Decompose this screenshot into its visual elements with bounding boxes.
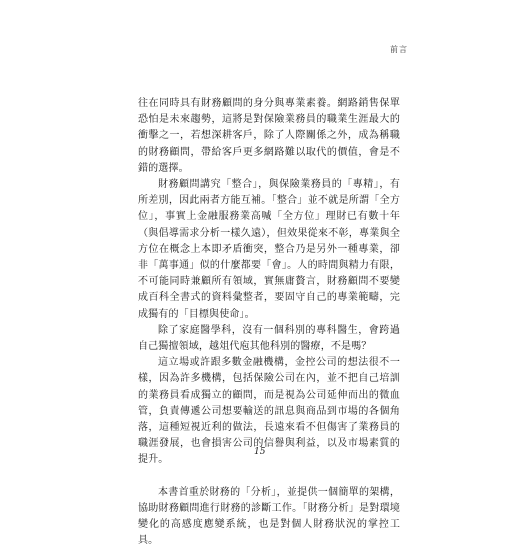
paragraph-3: 除了家庭醫學科，沒有一個科別的專科醫生，會跨過自己獨擅領域，越俎代庖其他科別的醫療，不是嗎？ (138, 324, 400, 353)
page-number: 15 (254, 447, 266, 457)
body-text (138, 96, 400, 549)
paragraph-1: 往在同時具有財務顧問的身分與專業素養。網路銷售保單恐怕是未來趨勢，這將是對保險業務員的職業生涯最大的衝擊之一，若想深耕客戶，除了人際關係之外，成為稱職的財務顧問，帶給客戶更多網路難以取代的價值，會是不錯的選擇。 (138, 98, 400, 174)
paragraph-5: 本書首重於財務的「分析」，並提供一個簡單的架構，協助財務顧問進行財務的診斷工作。「財務分析」是對環境變化的高感度應變系統，也是對個人財務狀況的掌控工具。 (138, 486, 400, 547)
paragraph-4: 這立場或許跟多數金融機構，金控公司的想法很不一樣，因為許多機構，包括保險公司在內，並不把自己培訓的業務員看成獨立的顧問，而是視為公司延伸而出的微血管，負責傳遞公司想要輸送的訊息與商品到市場的各個角落，這種短視近利的做法，長遠來看不但傷害了業務員的職涯發展，也會損害公司的信譽與利益，以及市場素質的提升。 (138, 357, 400, 466)
running-header: 前言 (390, 45, 408, 54)
paragraph-gap (138, 469, 400, 485)
paragraph-2: 財務顧問講究「整合」，與保險業務員的「專精」，有所差別，因此兩者方能互補。「整合」並不就是所謂「全方位」，事實上金融服務業高喊「全方位」理財已有數十年（與倡導需求分析一樣久遠），但效果從來不彰，專業與全方位在概念上本即矛盾衝突，整合乃是另外一種專業，卻非「萬事通」似的什麼都要「會」。人的時間與精力有限，不可能同時兼顧所有領域，實無庸贅言，財務顧問不要變成百科全書式的資料彙整者，要固守自己的專業範疇，完成獨有的「目標與使命」。 (138, 179, 400, 320)
